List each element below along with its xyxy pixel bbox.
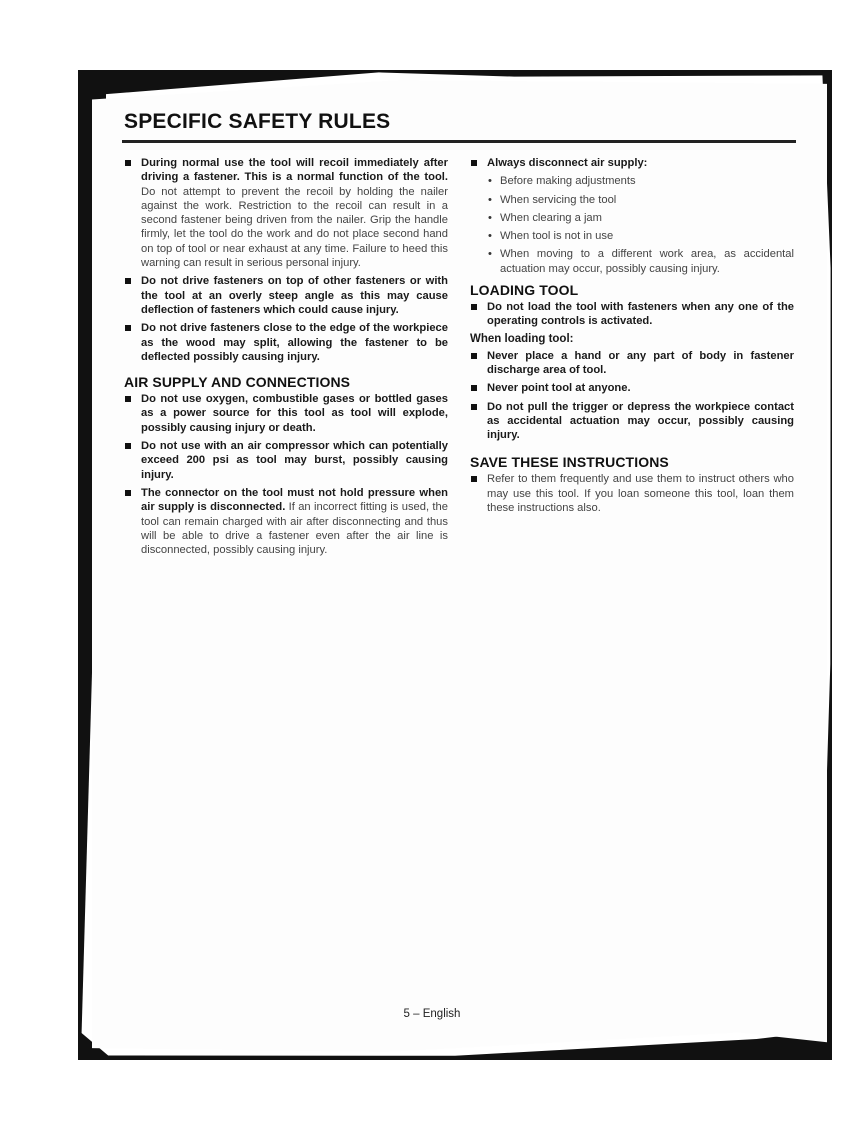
rule-bold: Do not use with an air compressor which can potentially exceed 200 psi as tool may burst, possibly causing injury.: [141, 440, 448, 481]
page-title: SPECIFIC SAFETY RULES: [124, 110, 391, 133]
rule-bold: The connector on the tool must not hold pressure when air supply is disconnected.: [141, 486, 448, 514]
rule-item: [470, 472, 794, 515]
title-rule: [122, 140, 796, 143]
disconnect-list: [470, 174, 794, 276]
list-item-text: When moving to a different work area, as accidental actuation may occur, possibly causing injury.: [500, 248, 794, 275]
rule-bold: During normal use the tool will recoil immediately after driving a fastener. This is a normal function of the tool.: [141, 157, 448, 184]
square-bullet-icon: [471, 476, 477, 482]
list-item-text: When servicing the tool: [500, 193, 617, 206]
square-bullet-icon: [471, 304, 477, 310]
page-number: 5 – English: [403, 1008, 461, 1020]
rule-bold: Never point tool at anyone.: [487, 382, 631, 395]
rule-item: [470, 300, 794, 329]
dot-bullet-icon: •: [488, 211, 492, 224]
square-bullet-icon: [125, 278, 131, 284]
square-bullet-icon: [471, 353, 477, 359]
rule-text: If an incorrect fitting is used, the tool can remain charged with air after disconnecting and thus will be able to drive a fastener even after the air line is disconnected, possibly causing injury.: [141, 501, 448, 557]
rule-item: [124, 156, 448, 270]
rule-item: [470, 381, 794, 395]
dot-bullet-icon: •: [488, 230, 492, 243]
square-bullet-icon: [125, 490, 131, 496]
rule-item: [124, 439, 448, 482]
dot-bullet-icon: •: [488, 248, 492, 261]
square-bullet-icon: [125, 325, 131, 331]
square-bullet-icon: [471, 160, 477, 166]
right-column: [470, 156, 794, 519]
rule-bold: Do not use oxygen, combustible gases or bottled gases as a power source for this tool as tool will explode, possibly causing injury or death.: [141, 393, 448, 434]
rule-item: [470, 156, 794, 276]
section-heading-loading-tool: LOADING TOOL: [470, 282, 579, 299]
left-column: [124, 156, 448, 561]
rule-item: [124, 486, 448, 557]
section-heading-air-supply: AIR SUPPLY AND CONNECTIONS: [124, 374, 351, 391]
list-item-text: Before making adjustments: [500, 175, 636, 188]
rule-bold: Never place a hand or any part of body in fastener discharge area of tool.: [487, 349, 794, 376]
list-item: [470, 211, 794, 225]
rule-bold: Do not pull the trigger or depress the workpiece contact as accidental actuation may occur, possibly causing injury.: [487, 400, 794, 442]
rule-bold: Do not drive fasteners close to the edge of the workpiece as the wood may split, allowing the fastener to be deflected possibly causing injury.: [141, 322, 448, 363]
list-item: [470, 193, 794, 207]
rule-item: [124, 274, 448, 317]
square-bullet-icon: [125, 443, 131, 449]
rule-text: Do not attempt to prevent the recoil by holding the nailer against the work. Restriction to the recoil can result in a second fastener being driven from the nailer. Grip the handle firmly, let the tool do the work and do not place second hand on top of tool or near exhaust at any time. Failure to heed this warning can result in serious personal injury.: [141, 185, 448, 270]
list-item: [470, 174, 794, 188]
list-item: [470, 229, 794, 243]
list-item: [470, 247, 794, 276]
square-bullet-icon: [125, 396, 131, 402]
rule-item: [124, 321, 448, 364]
square-bullet-icon: [125, 160, 131, 166]
rule-bold: Always disconnect air supply:: [487, 157, 648, 169]
subheading-when-loading: When loading tool:: [470, 332, 574, 345]
square-bullet-icon: [471, 404, 477, 410]
rule-item: [124, 392, 448, 435]
rule-item: [470, 349, 794, 378]
list-item-text: When tool is not in use: [500, 230, 614, 243]
list-item-text: When clearing a jam: [500, 211, 602, 224]
rule-bold: Do not drive fasteners on top of other fasteners or with the tool at an overly steep angle as this may cause deflection of fasteners which could cause injury.: [141, 275, 448, 316]
section-heading-save-instructions: SAVE THESE INSTRUCTIONS: [470, 454, 669, 471]
rule-text: Refer to them frequently and use them to instruct others who may use this tool. If you loan someone this tool, loan them these instructions also.: [487, 473, 794, 515]
square-bullet-icon: [471, 385, 477, 391]
dot-bullet-icon: •: [488, 175, 492, 188]
dot-bullet-icon: •: [488, 193, 492, 206]
rule-bold: Do not load the tool with fasteners when any one of the operating controls is activated.: [487, 301, 794, 328]
rule-item: [470, 400, 794, 443]
